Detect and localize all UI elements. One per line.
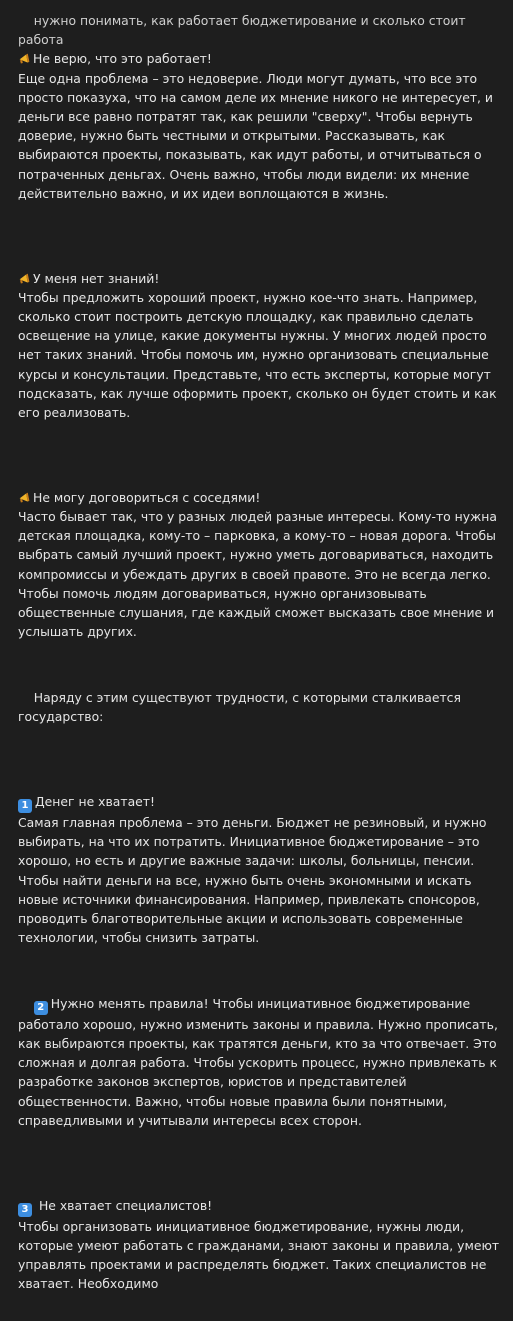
heading-text: У меня нет знаний! (33, 270, 160, 286)
keycap-1-icon: 1 (18, 799, 32, 813)
section-heading (18, 792, 503, 813)
section-rules (18, 975, 503, 1150)
section-heading (18, 488, 503, 507)
megaphone-icon (18, 491, 31, 504)
heading-text: Не могу договориться с соседями! (33, 489, 261, 505)
section-body: Чтобы организовать инициативное бюджетирование, нужны люди, которые умеют работать с гражданами, знают законы и правила, умеют управлять проектами и распределять бюджет. Таких специалистов не хватает. Необходимо (18, 1218, 504, 1292)
chat-message (18, 0, 503, 1321)
section-body: Чтобы предложить хороший проект, нужно кое-что знать. Например, сколько стоит построить детскую площадку, как правильно сделать освещение на улице, какие документы нужны. У многих людей просто нет таких знаний. Чтобы помочь им, нужно организовать специальные курсы и консультации. Представьте, что есть эксперты, которые могут подсказать, как лучше оформить проект, сколько он будет стоить и как его реализовать. (18, 289, 501, 421)
keycap-3-icon: 3 (18, 1203, 32, 1217)
section-body: Самая главная проблема – это деньги. Бюджет не резиновый, и нужно выбирать, на что их потратить. Инициативное бюджетирование – это хорошо, но есть и другие важные задачи: школы, больницы, пенсии. Чтобы найти деньги на все, нужно быть очень экономными и искать новые источники финансирования. Например, привлекать спонсоров, проводить благотворительные акции и использовать современные технологии, чтобы снизить затраты. (18, 814, 491, 946)
keycap-2-icon: 2 (34, 1001, 48, 1015)
section-no-knowledge (18, 230, 503, 441)
cut-off-text: нужно понимать, как работает бюджетирование и сколько стоит работа (18, 13, 470, 48)
heading-text: Не хватает специалистов! (35, 1197, 213, 1213)
megaphone-icon (18, 272, 31, 285)
section-heading (18, 1196, 503, 1217)
section-distrust (18, 11, 503, 222)
section-body: Часто бывает так, что у разных людей разные интересы. Кому-то нужна детская площадка, кому-то – парковка, а кому-то – новая дорога. Чтобы выбрать самый лучший проект, нужно уметь договариваться, находить компромиссы и убеждать других в своей правоте. Это не всегда легко. Чтобы помочь людям договариваться, нужно организовывать общественные слушания, где каждый сможет высказать свое мнение и услышать других. (18, 509, 501, 640)
section-body: Наряду с этим существуют трудности, с которыми сталкивается государство: (18, 689, 465, 725)
section-body: Нужно менять правила! Чтобы инициативное бюджетирование работало хорошо, нужно изменить законы и правила. Нужно прописать, как выбираются проекты, как тратятся деньги, кто за что отвечает. Это сложная и долгая работа. Чтобы ускорить процесс, нужно привлекать к разработке законов экспертов, юристов и представителей общественности. Важно, чтобы новые правила были понятными, справедливыми и учитывали интересы всех сторон. (18, 995, 502, 1128)
section-money (18, 754, 503, 967)
section-heading (18, 49, 503, 68)
cut-off-line (18, 0, 503, 48)
heading-text: Не верю, что это работает! (33, 51, 212, 67)
heading-text: Денег не хватает! (35, 793, 155, 809)
section-body: Еще одна проблема – это недоверие. Люди могут думать, что все это просто показуха, что на самом деле их мнение никого не интересует, и деньги все равно потратят так, как решили "сверху". Чтобы вернуть доверие, нужно быть честными и открытыми. Рассказывать, как выбираются проекты, показывать, как идут работы, и отчитываться о потраченных деньгах. Очень важно, чтобы люди видели: их мнение действительно важно, и их идеи воплощаются в жизнь. (18, 70, 497, 201)
section-intro-state (18, 669, 503, 746)
section-neighbors (18, 449, 503, 660)
megaphone-icon (18, 52, 31, 65)
section-heading (18, 269, 503, 288)
section-specialists (18, 1157, 503, 1312)
